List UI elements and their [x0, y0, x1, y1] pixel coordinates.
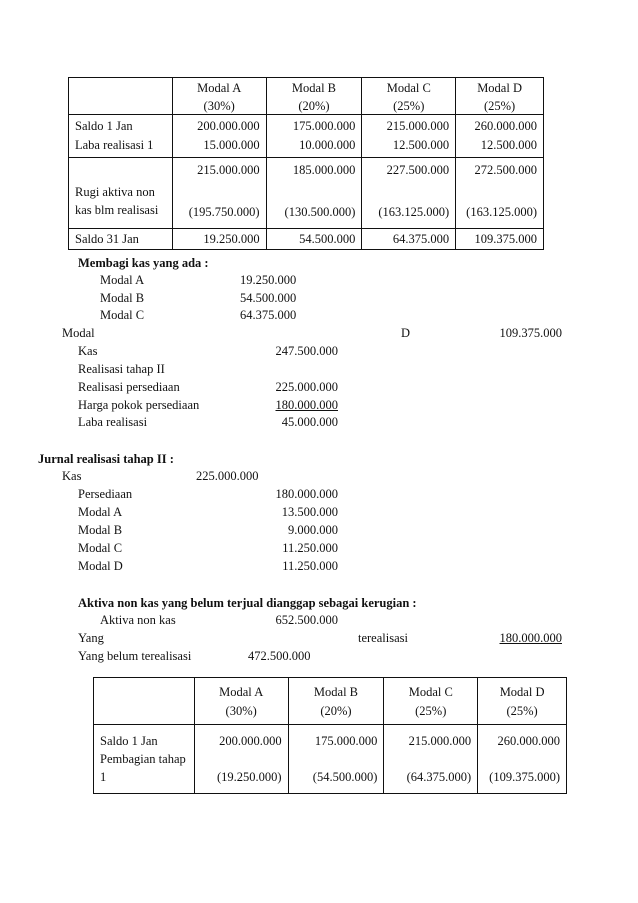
membagi-label-b: Modal B — [100, 291, 145, 305]
capital-table-2 — [93, 677, 567, 794]
header-modal-c: Modal C (25%) — [362, 78, 456, 115]
laba-value: 45.000.000 — [281, 415, 338, 429]
table-row: Rugi aktiva non kas blm realisasi 215.000.000 (195.750.000) 185.000.000 (130.500.000) 227.500.000 (163.125.000) 272.500.000 (163.125.000) — [69, 158, 544, 229]
jurnal-kas-value: 225.000.000 — [196, 469, 259, 483]
yang-label: Yang — [78, 631, 104, 645]
table-header-row — [94, 678, 567, 725]
membagi-value-c: 64.375.000 — [240, 308, 297, 322]
header-modal-b: Modal B (20%) — [266, 78, 362, 115]
realisasi-persediaan-value: 225.000.000 — [275, 380, 338, 394]
table-header-row — [69, 78, 544, 115]
jurnal-credit-label: Modal B — [78, 523, 123, 537]
hpp-label: Harga pokok persediaan — [78, 398, 200, 412]
belum-label: Yang belum terealisasi — [78, 649, 192, 663]
aktiva-nonkas-label: Aktiva non kas — [100, 613, 176, 627]
realisasi-persediaan-label: Realisasi persediaan — [78, 380, 180, 394]
header-modal-d: Modal D (25%) — [456, 78, 544, 115]
header-modal-a: Modal A (30%) — [172, 78, 266, 115]
modal-d-label: Modal — [62, 326, 95, 340]
jurnal-heading: Jurnal realisasi tahap II : — [38, 452, 174, 466]
laba-label: Laba realisasi — [78, 415, 148, 429]
jurnal-credit-label: Persediaan — [78, 487, 133, 501]
aktiva-heading: Aktiva non kas yang belum terjual dianggap sebagai kerugian : — [78, 596, 417, 610]
aktiva-nonkas-value: 652.500.000 — [275, 613, 338, 627]
header-modal-d: Modal D (25%) — [478, 678, 567, 725]
realisasi-title: Realisasi tahap II — [78, 362, 165, 376]
header-modal-b: Modal B (20%) — [288, 678, 384, 725]
modal-d-value: 109.375.000 — [499, 326, 562, 340]
membagi-value-b: 54.500.000 — [240, 291, 297, 305]
jurnal-kas-label: Kas — [62, 469, 82, 483]
jurnal-credit-value: 11.250.000 — [282, 541, 338, 555]
header-modal-c: Modal C (25%) — [384, 678, 478, 725]
membagi-value-a: 19.250.000 — [240, 273, 297, 287]
membagi-label-c: Modal C — [100, 308, 145, 322]
table-row: Saldo 31 Jan 19.250.000 54.500.000 64.375.000 109.375.000 — [69, 229, 544, 250]
modal-d-letter: D — [401, 326, 411, 340]
jurnal-credit-label: Modal C — [78, 541, 123, 555]
jurnal-credit-value: 180.000.000 — [275, 487, 338, 501]
jurnal-credit-label: Modal A — [78, 505, 123, 519]
terealisasi-label: terealisasi — [358, 631, 408, 645]
kas-label: Kas — [78, 344, 98, 358]
capital-table-1 — [68, 77, 544, 250]
header-modal-a: Modal A (30%) — [194, 678, 288, 725]
jurnal-credit-value: 13.500.000 — [281, 505, 338, 519]
belum-value: 472.500.000 — [248, 649, 311, 663]
terealisasi-value: 180.000.000 — [499, 631, 562, 645]
membagi-heading: Membagi kas yang ada : — [78, 256, 209, 270]
membagi-label-a: Modal A — [100, 273, 145, 287]
jurnal-credit-value: 9.000.000 — [288, 523, 338, 537]
jurnal-credit-value: 11.250.000 — [282, 559, 338, 573]
kas-value: 247.500.000 — [275, 344, 338, 358]
table-row: Saldo 1 Jan Pembagian tahap 1 200.000.000 (19.250.000) 175.000.000 (54.500.000) 215.000.000 (64.375.000) 260.000.000 (109.375.000) — [94, 725, 567, 794]
table-row: Saldo 1 Jan Laba realisasi 1 200.000.000 15.000.000 175.000.000 10.000.000 215.000.000 12.500.000 260.000.000 12.500.000 — [69, 115, 544, 158]
hpp-value: 180.000.000 — [275, 398, 338, 412]
jurnal-credit-label: Modal D — [78, 559, 123, 573]
